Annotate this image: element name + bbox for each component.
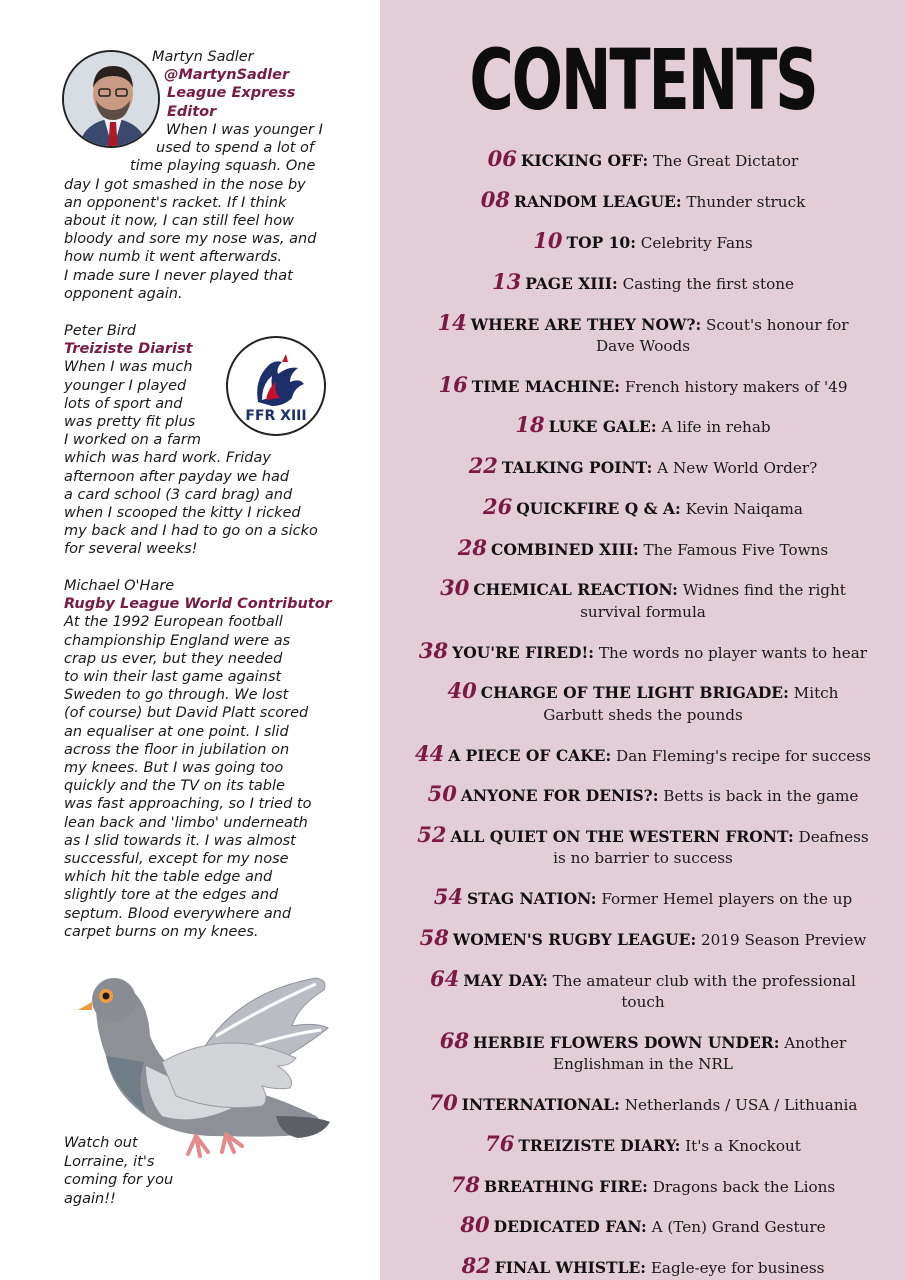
story-line: as I slid towards it. I was almost bbox=[64, 832, 296, 849]
section-description: is no barrier to success bbox=[553, 849, 733, 867]
contributor-name: Martyn Sadler bbox=[152, 49, 254, 65]
contents-item[interactable] bbox=[410, 637, 876, 665]
contents-item[interactable] bbox=[410, 740, 876, 768]
section-description: A life in rehab bbox=[661, 418, 771, 436]
section-title: MAY DAY: bbox=[463, 970, 548, 990]
section-title: COMBINED XIII: bbox=[491, 539, 639, 559]
page-number: 06 bbox=[487, 146, 517, 171]
section-description: Celebrity Fans bbox=[640, 234, 753, 252]
contents-item[interactable] bbox=[410, 271, 876, 296]
page-number: 52 bbox=[417, 821, 447, 847]
contents-item[interactable] bbox=[410, 1214, 876, 1239]
section-description: It's a Knockout bbox=[685, 1136, 801, 1155]
contents-item[interactable] bbox=[410, 493, 876, 521]
section-description: Dan Fleming's recipe for success bbox=[616, 746, 871, 765]
story-line: (of course) but David Platt scored bbox=[64, 705, 309, 722]
contents-item[interactable] bbox=[410, 783, 876, 808]
section-title: CHARGE OF THE LIGHT BRIGADE: bbox=[480, 683, 789, 702]
contents-item[interactable] bbox=[410, 1255, 876, 1280]
section-description: Dragons back the Lions bbox=[652, 1177, 836, 1196]
section-description: Mitch bbox=[793, 684, 839, 702]
section-title: FINAL WHISTLE: bbox=[494, 1258, 647, 1277]
contents-item[interactable] bbox=[410, 680, 876, 726]
section-title: TIME MACHINE: bbox=[471, 376, 621, 396]
section-title: TALKING POINT: bbox=[501, 458, 653, 477]
story-line: When I was much bbox=[64, 359, 193, 376]
section-description: Betts is back in the game bbox=[663, 787, 859, 805]
section-description: Casting the first stone bbox=[622, 275, 794, 293]
story-line: used to spend a lot of bbox=[156, 140, 314, 157]
section-title: INTERNATIONAL: bbox=[461, 1094, 620, 1114]
page-number: 16 bbox=[438, 371, 468, 397]
contributor-role: League Express bbox=[167, 85, 296, 102]
story-line: about it now, I can still feel how bbox=[64, 213, 294, 230]
story-line: When I was younger I bbox=[166, 122, 323, 138]
story-line: bloody and sore my nose was, and bbox=[64, 231, 317, 248]
section-description: Scout's honour for bbox=[706, 315, 849, 334]
story-line: an equaliser at one point. I slid bbox=[64, 723, 289, 740]
contents-item[interactable] bbox=[410, 414, 876, 439]
story-line: At the 1992 European football bbox=[64, 614, 283, 631]
story-line: was fast approaching, so I tried to bbox=[64, 796, 312, 813]
section-title: BREATHING FIRE: bbox=[484, 1176, 648, 1196]
contents-panel bbox=[380, 0, 906, 1280]
story-line: lots of sport and bbox=[64, 395, 183, 412]
section-title: HERBIE FLOWERS DOWN UNDER: bbox=[472, 1032, 780, 1052]
story-line: lean back and 'limbo' underneath bbox=[64, 814, 308, 831]
contents-item[interactable] bbox=[410, 189, 876, 214]
contributor-name: Peter Bird bbox=[64, 323, 136, 339]
story-line: crap us ever, but they needed bbox=[64, 650, 283, 667]
section-title: KICKING OFF: bbox=[520, 151, 649, 170]
page-number: 22 bbox=[468, 453, 498, 478]
contents-item[interactable] bbox=[410, 148, 876, 173]
story-line: championship England were as bbox=[64, 632, 291, 649]
section-description: Dave Woods bbox=[595, 337, 690, 355]
contents-item[interactable] bbox=[410, 309, 876, 358]
story-line: Sweden to go through. We lost bbox=[64, 687, 289, 704]
page-number: 58 bbox=[419, 924, 449, 950]
contents-item[interactable] bbox=[410, 1089, 876, 1117]
section-description: Deafness bbox=[798, 827, 869, 846]
contents-item[interactable] bbox=[410, 821, 876, 870]
story-line: which hit the table edge and bbox=[64, 869, 273, 886]
contents-item[interactable] bbox=[410, 534, 876, 562]
story-line: slightly tore at the edges and bbox=[64, 887, 279, 904]
contributor-role: Editor bbox=[167, 103, 217, 120]
section-title: DEDICATED FAN: bbox=[493, 1217, 647, 1236]
section-title: YOU'RE FIRED!: bbox=[452, 642, 594, 662]
page-number: 64 bbox=[430, 965, 460, 991]
contributor-1-story bbox=[64, 121, 364, 303]
caption-line: Lorraine, it's bbox=[64, 1153, 155, 1170]
section-description: French history makers of '49 bbox=[624, 377, 848, 396]
contents-item[interactable] bbox=[410, 371, 876, 399]
contents-item[interactable] bbox=[410, 230, 876, 255]
page-number: 40 bbox=[447, 678, 477, 703]
logo-text: FFR XIII bbox=[245, 408, 307, 424]
section-title: QUICKFIRE Q & A: bbox=[516, 498, 681, 518]
contents-item[interactable] bbox=[410, 455, 876, 480]
contents-item[interactable] bbox=[410, 1171, 876, 1199]
page-number: 82 bbox=[461, 1253, 491, 1278]
story-line: an opponent's racket. If I think bbox=[64, 194, 287, 211]
section-description: Former Hemel players on the up bbox=[601, 889, 853, 908]
section-title: PAGE XIII: bbox=[525, 274, 618, 293]
section-title: LUKE GALE: bbox=[548, 417, 657, 436]
contributor-handle: @MartynSadler bbox=[164, 67, 290, 84]
section-title: WHERE ARE THEY NOW?: bbox=[470, 314, 702, 334]
story-line: opponent again. bbox=[64, 285, 183, 302]
story-line: my knees. But I was going too bbox=[64, 760, 284, 777]
contributor-name: Michael O'Hare bbox=[64, 578, 175, 594]
story-line: when I scooped the kitty I ricked bbox=[64, 505, 301, 522]
story-line: which was hard work. Friday bbox=[64, 450, 271, 467]
story-line: a card school (3 card brag) and bbox=[64, 486, 293, 503]
section-title: A PIECE OF CAKE: bbox=[448, 745, 612, 765]
section-title: STAG NATION: bbox=[466, 888, 597, 908]
contributors-column bbox=[0, 0, 380, 1280]
section-description: Kevin Naiqama bbox=[685, 499, 803, 518]
section-description: Eagle-eye for business bbox=[650, 1259, 825, 1277]
section-description: The Famous Five Towns bbox=[643, 540, 829, 559]
contributor-role: Rugby League World Contributor bbox=[64, 596, 332, 613]
page-number: 44 bbox=[415, 740, 445, 766]
story-line: was pretty fit plus bbox=[64, 414, 196, 431]
page-number: 76 bbox=[485, 1130, 515, 1156]
section-title: ANYONE FOR DENIS?: bbox=[460, 786, 659, 805]
page-number: 08 bbox=[480, 187, 510, 212]
contents-item[interactable] bbox=[410, 1027, 876, 1076]
contents-title: CONTENTS bbox=[469, 31, 817, 129]
story-line: I worked on a farm bbox=[64, 432, 201, 449]
section-title: TREIZISTE DIARY: bbox=[518, 1135, 681, 1155]
story-line: afternoon after payday we had bbox=[64, 468, 290, 485]
page-number: 70 bbox=[428, 1089, 458, 1115]
contributor-1-header bbox=[152, 48, 352, 121]
section-title: RANDOM LEAGUE: bbox=[513, 192, 682, 211]
section-description: The amateur club with the professional touch bbox=[552, 971, 856, 1011]
section-description: Englishman in the NRL bbox=[553, 1055, 733, 1073]
page-number: 14 bbox=[437, 309, 467, 335]
page-number: 38 bbox=[418, 637, 449, 663]
story-line: I made sure I never played that bbox=[64, 267, 293, 284]
section-title: ALL QUIET ON THE WESTERN FRONT: bbox=[450, 826, 794, 846]
section-title: WOMEN'S RUGBY LEAGUE: bbox=[452, 929, 697, 949]
section-description: Garbutt sheds the pounds bbox=[543, 705, 743, 724]
page-number: 26 bbox=[483, 493, 513, 519]
story-line: day I got smashed in the nose by bbox=[64, 176, 306, 193]
section-title: TOP 10: bbox=[566, 233, 636, 252]
contents-list bbox=[410, 148, 876, 1280]
pigeon-caption bbox=[64, 1134, 204, 1208]
section-description: 2019 Season Preview bbox=[701, 930, 867, 949]
story-line: quickly and the TV on its table bbox=[64, 778, 285, 795]
contributor-2 bbox=[64, 322, 364, 559]
page-number: 18 bbox=[515, 412, 545, 437]
story-line: for several weeks! bbox=[64, 541, 198, 558]
story-line: carpet burns on my knees. bbox=[64, 923, 259, 940]
page-number: 80 bbox=[460, 1212, 490, 1237]
story-line: successful, except for my nose bbox=[64, 851, 289, 868]
story-line: septum. Blood everywhere and bbox=[64, 905, 292, 922]
section-description: The words no player wants to hear bbox=[598, 643, 868, 662]
page-number: 68 bbox=[439, 1027, 469, 1053]
story-line: younger I played bbox=[64, 377, 187, 394]
section-description: Another bbox=[784, 1033, 847, 1052]
page-number: 30 bbox=[440, 575, 470, 600]
caption-line: coming for you bbox=[64, 1172, 174, 1188]
section-description: The Great Dictator bbox=[653, 152, 799, 170]
section-description: survival formula bbox=[580, 602, 706, 621]
section-description: Widnes find the right bbox=[682, 581, 846, 599]
section-title: CHEMICAL REACTION: bbox=[473, 580, 678, 599]
section-description: A New World Order? bbox=[657, 459, 818, 477]
page-number: 10 bbox=[533, 228, 563, 253]
contents-item[interactable] bbox=[410, 1130, 876, 1158]
story-line: across the floor in jubilation on bbox=[64, 741, 290, 758]
page-number: 28 bbox=[457, 534, 488, 560]
story-line: how numb it went afterwards. bbox=[64, 249, 283, 266]
contents-item[interactable] bbox=[410, 924, 876, 952]
contents-item[interactable] bbox=[410, 577, 876, 623]
page-number: 78 bbox=[450, 1171, 481, 1197]
story-line: my back and I had to go on a sicko bbox=[64, 523, 318, 540]
contributor-role: Treiziste Diarist bbox=[64, 341, 193, 358]
caption-line: again!! bbox=[64, 1190, 116, 1207]
contents-item[interactable] bbox=[410, 883, 876, 911]
page-number: 13 bbox=[492, 269, 522, 294]
story-line: time playing squash. One bbox=[130, 158, 316, 175]
contributor-3 bbox=[64, 577, 364, 941]
caption-line: Watch out bbox=[64, 1135, 138, 1151]
contents-item[interactable] bbox=[410, 965, 876, 1014]
section-description: Netherlands / USA / Lithuania bbox=[624, 1095, 858, 1114]
story-line: to win their last game against bbox=[64, 669, 282, 686]
section-description: Thunder struck bbox=[686, 193, 806, 211]
page-number: 54 bbox=[433, 883, 463, 909]
section-description: A (Ten) Grand Gesture bbox=[651, 1218, 826, 1236]
page-number: 50 bbox=[427, 781, 457, 806]
